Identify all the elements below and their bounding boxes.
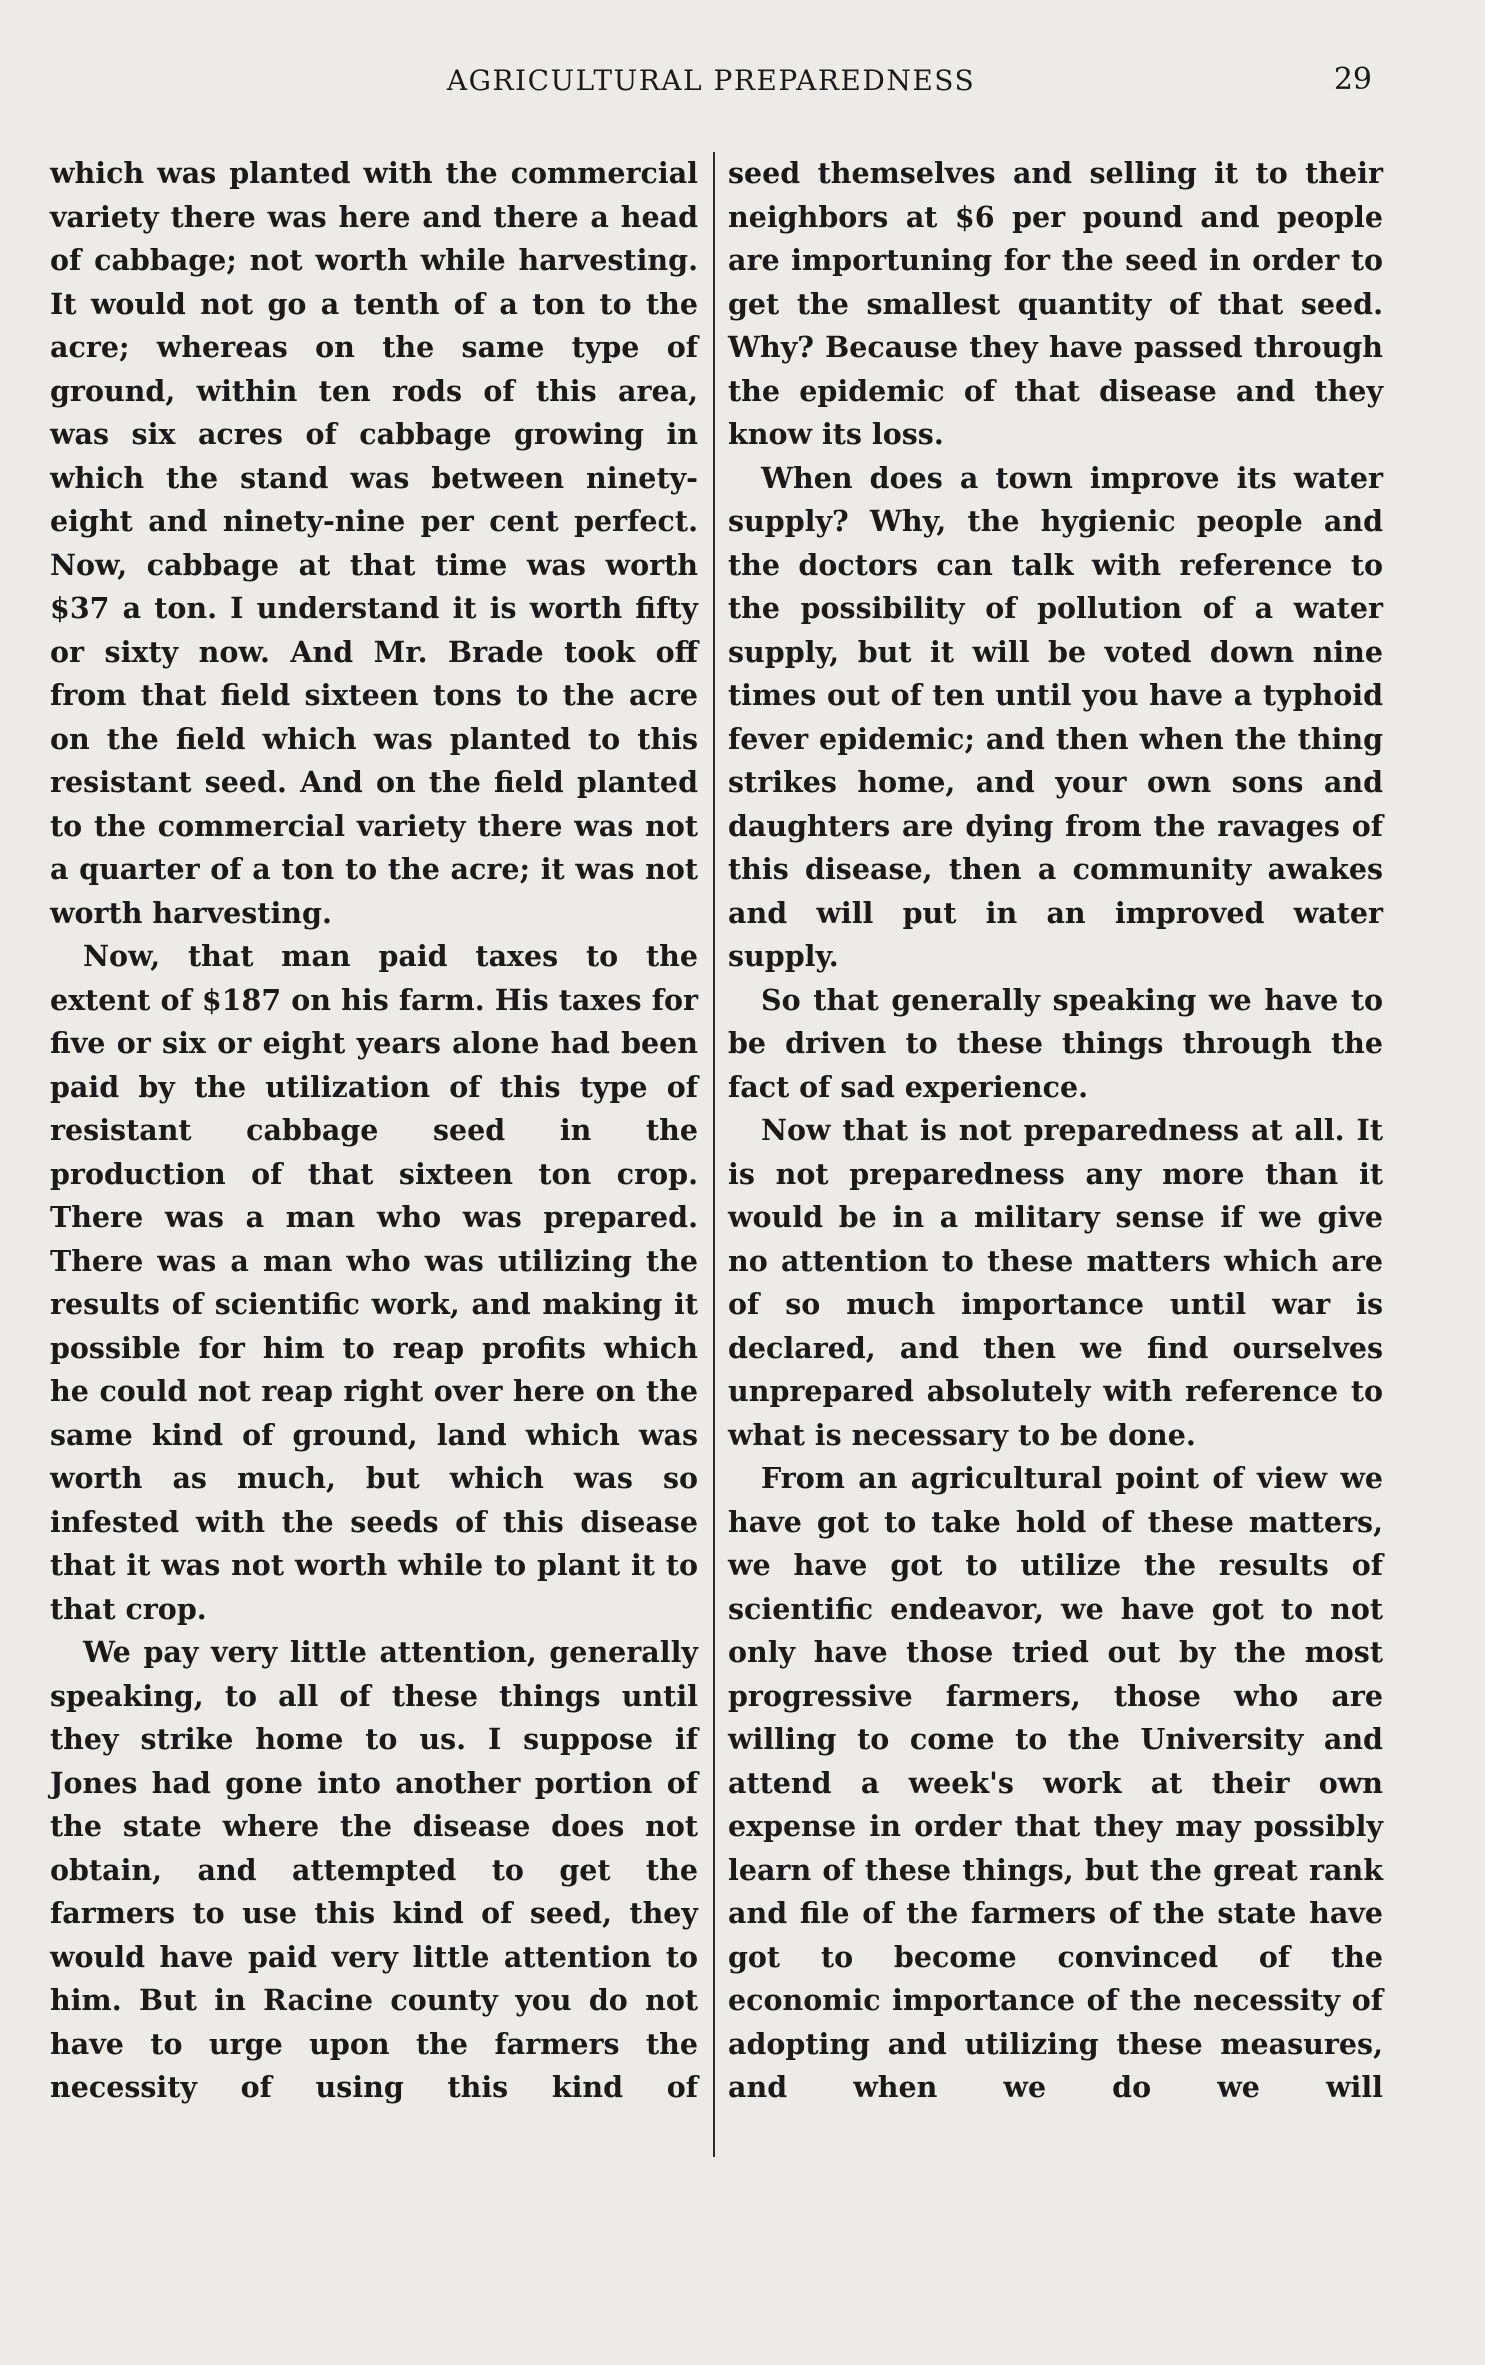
- left-paragraph-3: We pay very little attention, generally speaking, to all of these things until they strike home to us. I suppose if Jones had gone into another portion of the state where the disease does not obtain, and attempted to get the farmers to use this kind of seed, they would have paid very little attention to him. But in Racine county you do not have to urge upon the farmers the necessity of using this kind of: [50, 1635, 698, 2104]
- right-paragraph-1: seed themselves and selling it to their neighbors at $6 per pound and people are importuning for the seed in order to get the smallest quantity of that seed. Why? Because they have passed through the epidemic of that disease and they know its loss.: [728, 156, 1383, 451]
- left-paragraph-2: Now, that man paid taxes to the extent of $187 on his farm. His taxes for five or six or eight years alone had been paid by the utilization of this type of resistant cabbage seed in the production of that sixteen ton crop. There was a man who was prepared. There was a man who was utilizing the results of scientific work, and making it possible for him to reap profits which he could not reap right over here on the same kind of ground, land which was worth as much, but which was so infested with the seeds of this disease that it was not worth while to plant it to that crop.: [50, 939, 698, 1626]
- page-number: 29: [1333, 62, 1372, 97]
- right-paragraph-3: So that generally speaking we have to be driven to these things through the fact of sad experience.: [728, 982, 1383, 1104]
- running-title: AGRICULTURAL PREPAREDNESS: [446, 64, 976, 97]
- right-paragraph-5: From an agricultural point of view we have got to take hold of these matters, we have got to utilize the results of scientific endeavor, we have got to not only have those tried out by the most progressive farmers, those who are willing to come to the University and attend a week's work at their own expense in order that they may possibly learn of these things, but the great rank and file of the farmers of the state have got to become convinced of the economic importance of the necessity of adopting and utilizing these measures, and when we do we will: [728, 1461, 1383, 2104]
- right-paragraph-2: When does a town improve its water supply? Why, the hygienic people and the doctors can talk with reference to the possibility of pollution of a water supply, but it will be voted down nine times out of ten until you have a typhoid fever epidemic; and then when the thing strikes home, and your own sons and daughters are dying from the ravages of this disease, then a community awakes and will put in an improved water supply.: [728, 460, 1383, 973]
- page-header: [50, 64, 1372, 108]
- right-column: [728, 152, 1383, 2152]
- column-divider: [713, 152, 715, 2157]
- left-column: [50, 152, 698, 2152]
- right-paragraph-4: Now that is not preparedness at all. It is not preparedness any more than it would be in a military sense if we give no attention to these matters which are of so much importance until war is declared, and then we find ourselves unprepared absolutely with reference to what is necessary to be done.: [728, 1113, 1383, 1452]
- left-paragraph-1: which was planted with the commercial variety there was here and there a head of cabbage; not worth while harvesting. It would not go a tenth of a ton to the acre; whereas on the same type of ground, within ten rods of this area, was six acres of cabbage growing in which the stand was between ninety-eight and ninety-nine per cent perfect. Now, cabbage at that time was worth $37 a ton. I understand it is worth fifty or sixty now. And Mr. Brade took off from that field sixteen tons to the acre on the field which was planted to this resistant seed. And on the field planted to the commercial variety there was not a quarter of a ton to the acre; it was not worth harvesting.: [50, 156, 698, 930]
